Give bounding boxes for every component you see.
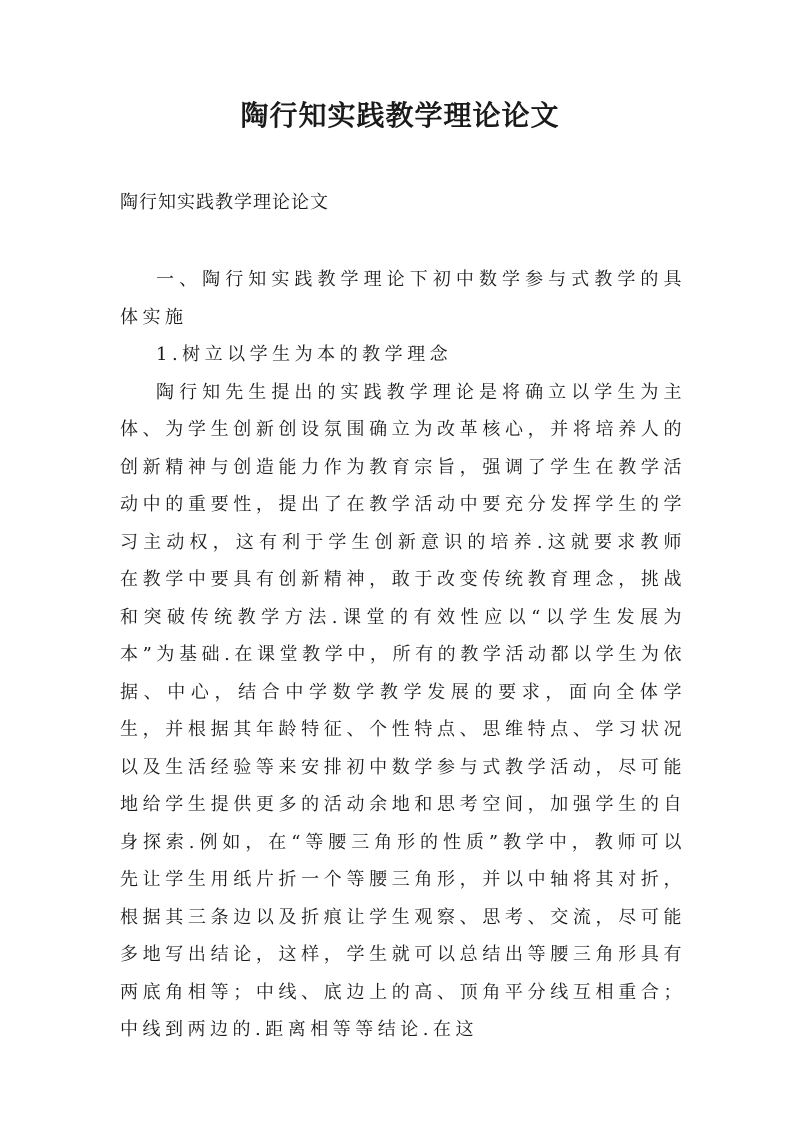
subsection-heading: 1.树立以学生为本的教学理念	[156, 344, 453, 365]
body-paragraph: 陶行知先生提出的实践教学理论是将确立以学生为主体、为学生创新创设氛围确立为改革核心，并将培养人的创新精神与创造能力作为教育宗旨，强调了学生在教学活动中的重要性，提出了在教学活动中要充分发挥学生的学习主动权，这有利于学生创新意识的培养.这就要求教师在教学中要具有创新精神，敢于改变传统教育理念，挑战和突破传统教学方法.课堂的有效性应以“以学生发展为本”为基础.在课堂教学中，所有的教学活动都以学生为依据、中心，结合中学数学教学发展的要求，面向全体学生，并根据其年龄特征、个性特点、思维特点、学习状况以及生活经验等来安排初中数学参与式教学活动，尽可能地给学生提供更多的活动余地和思考空间，加强学生的自身探索.例如，在“等腰三角形的性质”教学中，教师可以先让学生用纸片折一个等腰三角形，并以中轴将其对折，根据其三条边以及折痕让学生观察、思考、交流，尽可能多地写出结论，这样，学生就可以总结出等腰三角形具有两底角相等；中线、底边上的高、顶角平分线互相重合；中线到两边的.距离相等等结论.在这	[120, 381, 686, 1040]
document-title: 陶行知实践教学理论论文	[240, 99, 560, 132]
document-subtitle: 陶行知实践教学理论论文	[120, 192, 329, 213]
section-heading: 一、陶行知实践教学理论下初中数学参与式教学的具体实施	[120, 269, 686, 328]
document-body	[120, 261, 686, 1049]
